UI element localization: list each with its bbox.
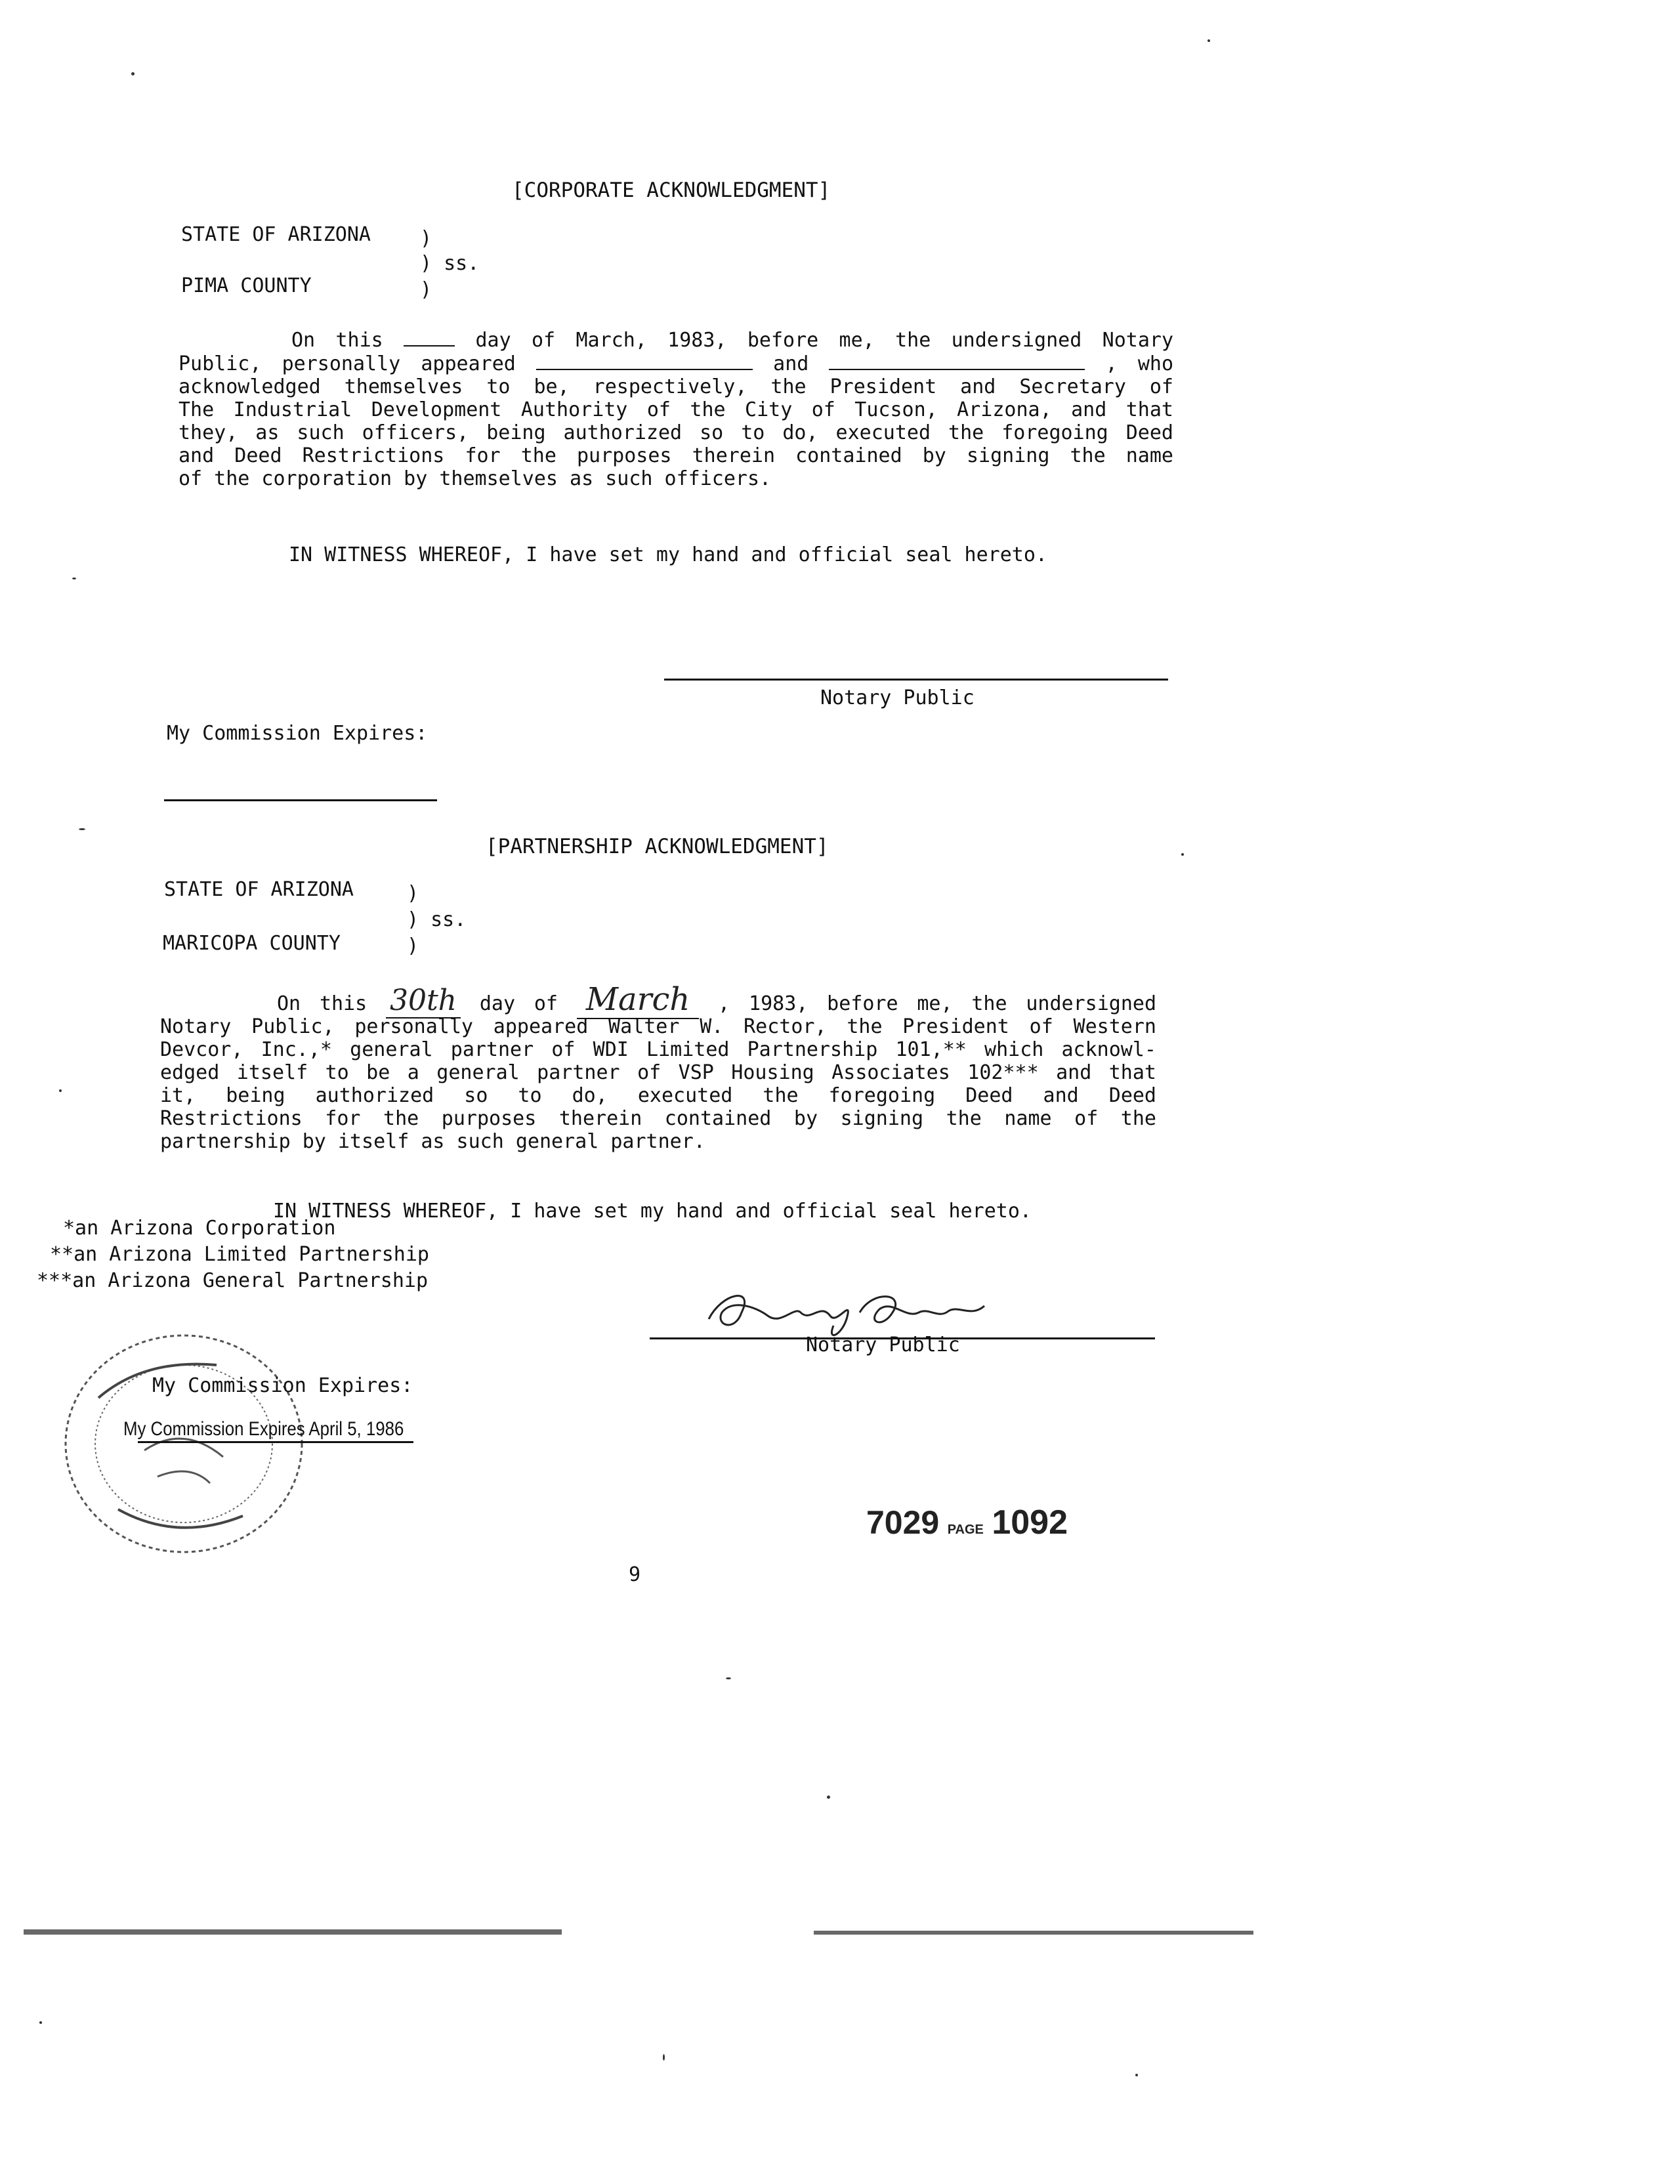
partnership-body-line-4: edged itself to be a general partner of VSP Housing Associates 102*** and that [160,1061,1156,1084]
partnership-paren-bottom: ) [407,934,419,957]
speck [1208,39,1210,42]
corporate-ss: ) ss. [420,252,480,275]
corporate-body-line-1 [178,328,1173,352]
partnership-heading: [PARTNERSHIP ACKNOWLEDGMENT] [486,835,829,858]
partnership-commission-stamp: My Commission Expires April 5, 1986 [123,1418,404,1440]
partnership-paren-top: ) [407,882,419,905]
partnership-body-line-1b: day of [479,992,558,1015]
corporate-body-line-2 [178,352,1173,375]
partnership-body-line-1 [160,981,1157,1018]
partnership-body-line-5: it, being authorized so to do, executed the foregoing Deed and Deed [160,1084,1156,1107]
corporate-commission-label: My Commission Expires: [167,722,428,745]
corporate-body-line-3: acknowledged themselves to be, respectively, the President and Secretary of [178,375,1173,398]
footnote-2: **an Arizona Limited Partnership [50,1243,429,1266]
corporate-county: PIMA COUNTY [181,274,312,297]
partnership-commission-line [138,1441,413,1443]
partnership-ss: ) ss. [407,908,467,931]
partnership-day-handwritten: 30th [386,984,461,1018]
speck [663,2054,665,2061]
speck [79,828,85,830]
partnership-month-handwritten: March [577,981,700,1019]
notary-seal-icon [46,1319,322,1568]
corporate-witness: IN WITNESS WHEREOF, I have set my hand and official seal hereto. [289,543,1047,566]
corporate-body-line-2b: and [773,352,809,375]
corporate-body-line-1a: On this [291,329,383,352]
corporate-body-line-6: and Deed Restrictions for the purposes therein contained by signing the name [178,444,1173,467]
corporate-notary-signature-line [664,679,1168,681]
corporate-body-line-4: The Industrial Development Authority of the City of Tucson, Arizona, and that [178,398,1173,421]
partnership-body-line-1a: On this [277,992,368,1015]
partnership-body [160,981,1157,1153]
partnership-state: STATE OF ARIZONA [164,878,354,901]
speck [131,72,135,75]
speck [1181,853,1184,856]
partnership-body-line-3: Devcor, Inc.,* general partner of WDI Limited Partnership 101,** which acknowl- [160,1038,1156,1061]
footnote-3: ***an Arizona General Partnership [37,1269,429,1292]
partnership-body-line-7: partnership by itself as such general partner. [160,1130,705,1153]
speck [39,2021,42,2024]
recording-page-word: PAGE [947,1522,984,1537]
footnote-1: *an Arizona Corporation [63,1217,336,1240]
speck [1135,2074,1138,2076]
corporate-president-blank [536,352,753,370]
corporate-secretary-blank [829,352,1085,370]
partnership-notary-label: Notary Public [806,1334,960,1356]
corporate-state: STATE OF ARIZONA [181,223,371,246]
recording-stamp [866,1503,1068,1542]
partnership-commission-label: My Commission Expires: [152,1374,413,1397]
partnership-body-line-6: Restrictions for the purposes therein contained by signing the name of the [160,1107,1156,1130]
corporate-body [178,328,1173,490]
corporate-body-line-7: of the corporation by themselves as such officers. [178,467,772,490]
scanner-streak-left [24,1929,562,1935]
partnership-witness: IN WITNESS WHEREOF, I have set my hand and official seal hereto. [273,1200,1032,1223]
speck [827,1796,830,1799]
speck [59,1089,62,1092]
corporate-paren-bottom: ) [420,278,432,301]
corporate-paren-top: ) [420,227,432,250]
corporate-body-line-5: they, as such officers, being authorized so to do, executed the foregoing Deed [178,421,1173,444]
corporate-heading: [CORPORATE ACKNOWLEDGMENT] [512,178,831,202]
page-number: 9 [629,1563,641,1586]
speck [726,1677,731,1679]
corporate-day-blank [404,328,455,346]
speck [72,578,76,579]
partnership-body-line-1c: , 1983, before me, the undersigned [718,992,1157,1015]
partnership-body-line-2: Notary Public, personally appeared Walter W. Rector, the President of Western [160,1015,1156,1038]
recording-page: 1092 [992,1503,1068,1542]
corporate-commission-line [164,799,437,801]
corporate-body-line-2a: Public, personally appeared [178,352,516,375]
corporate-body-line-2c: , who [1105,352,1174,375]
recording-book: 7029 [866,1504,940,1541]
partnership-county: MARICOPA COUNTY [163,932,341,955]
corporate-body-line-1b: day of March, 1983, before me, the undersigned Notary [475,329,1174,352]
scanner-streak-right [814,1931,1253,1935]
corporate-notary-label: Notary Public [820,686,975,709]
